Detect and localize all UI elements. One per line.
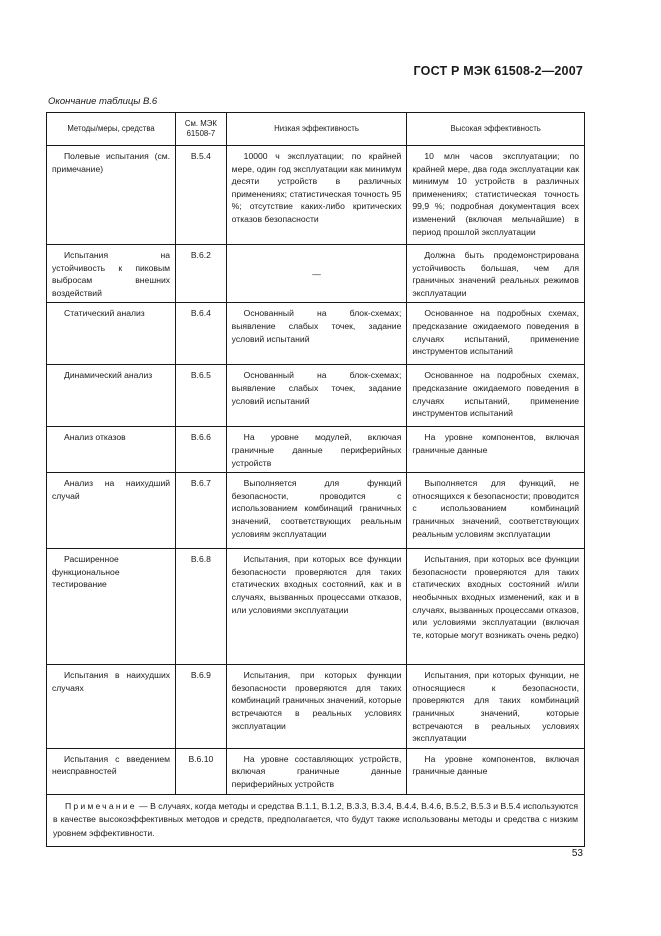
cell-method: Испытания с введением неисправностей	[47, 748, 176, 794]
cell-high: На уровне компонентов, включая граничные данные	[407, 427, 585, 473]
cell-ref: В.6.5	[176, 365, 227, 427]
cell-high: Испытания, при которых функции, не относящиеся к безопасности, проверяются для таких комбинаций граничных значений, которые встречаются в реальных условиях эксплуатации	[407, 665, 585, 749]
cell-ref: В.6.10	[176, 748, 227, 794]
cell-high: На уровне компонентов, включая граничные данные	[407, 748, 585, 794]
cell-ref: В.6.2	[176, 245, 227, 303]
cell-high: 10 млн часов эксплуатации; по крайней мере, два года эксплуатации как минимум 10 устройств в различных применениях; статистическая точность 99,9 %; подробная документация всех изменений (включая мельчайшие) в период прошлой эксплуатации	[407, 146, 585, 245]
table-row	[47, 303, 585, 365]
cell-high: Должна быть продемонстрирована устойчивость большая, чем для граничных значений реальных режимов эксплуатации	[407, 245, 585, 303]
table-row	[47, 146, 585, 245]
cell-method: Расширенное функциональное тестирование	[47, 549, 176, 665]
cell-low: Испытания, при которых все функции безопасности проверяются для таких статических входных состояний, как и в случаях, вызванных процессами отказов, или условиями эксплуатации	[226, 549, 407, 665]
cell-low: На уровне составляющих устройств, включая граничные данные периферийных устройств	[226, 748, 407, 794]
cell-method: Испытания на устойчивость к пиковым выбросам внешних воздействий	[47, 245, 176, 303]
note-label: Примечание	[65, 800, 137, 811]
cell-low: Выполняется для функций безопасности, проводится с использованием комбинаций граничных значений, соответствующих реальным условиям эксплуатации	[226, 473, 407, 549]
cell-low: Испытания, при которых функции безопасности проверяются для таких комбинаций граничных значений, которые встречаются в реальных условиях эксплуатации	[226, 665, 407, 749]
cell-method: Испытания в наихудших случаях	[47, 665, 176, 749]
cell-method: Полевые испытания (см. примечание)	[47, 146, 176, 245]
cell-high: Основанное на подробных схемах, предсказание ожидаемого поведения в случаях испытаний, применение инструментов испытаний	[407, 303, 585, 365]
cell-method: Динамический анализ	[47, 365, 176, 427]
cell-low: Основанный на блок-схемах; выявление слабых точек, задание условий испытаний	[226, 365, 407, 427]
column-header-ref: См. МЭК 61508-7	[176, 113, 227, 146]
cell-high: Выполняется для функций, не относящихся к безопасности; проводится с использованием комбинаций граничных значений, соответствующих реальным условиям эксплуатации	[407, 473, 585, 549]
cell-ref: В.6.7	[176, 473, 227, 549]
cell-ref: В.6.9	[176, 665, 227, 749]
table-header-row	[47, 113, 585, 146]
cell-high: Испытания, при которых все функции безопасности проверяются для таких статических входных состояний и/или необычных входных изменений, как и в случаях, вызванных процессами отказов, или условиями эксплуатации (включая те, которые могут возникать очень редко)	[407, 549, 585, 665]
cell-low: На уровне модулей, включая граничные данные периферийных устройств	[226, 427, 407, 473]
cell-low: —	[226, 245, 407, 303]
column-header-low: Низкая эффективность	[226, 113, 407, 146]
cell-low: 10000 ч эксплуатации; по крайней мере, один год эксплуатации как минимум десяти устройств в различных применениях; статистическая точность 95 %; отсутствие каких-либо критических отказов безопасности	[226, 146, 407, 245]
table-note-row	[47, 794, 585, 847]
cell-ref: В.6.4	[176, 303, 227, 365]
cell-method: Анализ отказов	[47, 427, 176, 473]
cell-high: Основанное на подробных схемах, предсказание ожидаемого поведения в случаях испытаний, применение инструментов испытаний	[407, 365, 585, 427]
table-row	[47, 473, 585, 549]
table-caption: Окончание таблицы В.6	[48, 96, 158, 107]
document-header: ГОСТ Р МЭК 61508-2—2007	[413, 64, 583, 78]
note-text: — В случаях, когда методы и средства В.1.1, В.1.2, В.3.3, В.3.4, В.4.4, В.4.6, В.5.2, В.5.3 и В.5.4 используются в качестве высокоэффективных методов и средств, предполагается, что будут также использованы методы и средства с низким уровнем эффективности.	[53, 800, 578, 838]
cell-low: Основанный на блок-схемах; выявление слабых точек, задание условий испытаний	[226, 303, 407, 365]
column-header-method: Методы/меры, средства	[47, 113, 176, 146]
table-row	[47, 748, 585, 794]
table-row	[47, 427, 585, 473]
methods-table	[46, 112, 585, 847]
cell-ref: В.5.4	[176, 146, 227, 245]
cell-method: Анализ на наихудший случай	[47, 473, 176, 549]
cell-ref: В.6.6	[176, 427, 227, 473]
table-row	[47, 245, 585, 303]
column-header-high: Высокая эффективность	[407, 113, 585, 146]
table-note	[47, 794, 585, 847]
cell-ref: В.6.8	[176, 549, 227, 665]
table-row	[47, 365, 585, 427]
cell-method: Статический анализ	[47, 303, 176, 365]
page-number: 53	[571, 848, 583, 859]
table-row	[47, 549, 585, 665]
table-row	[47, 665, 585, 749]
